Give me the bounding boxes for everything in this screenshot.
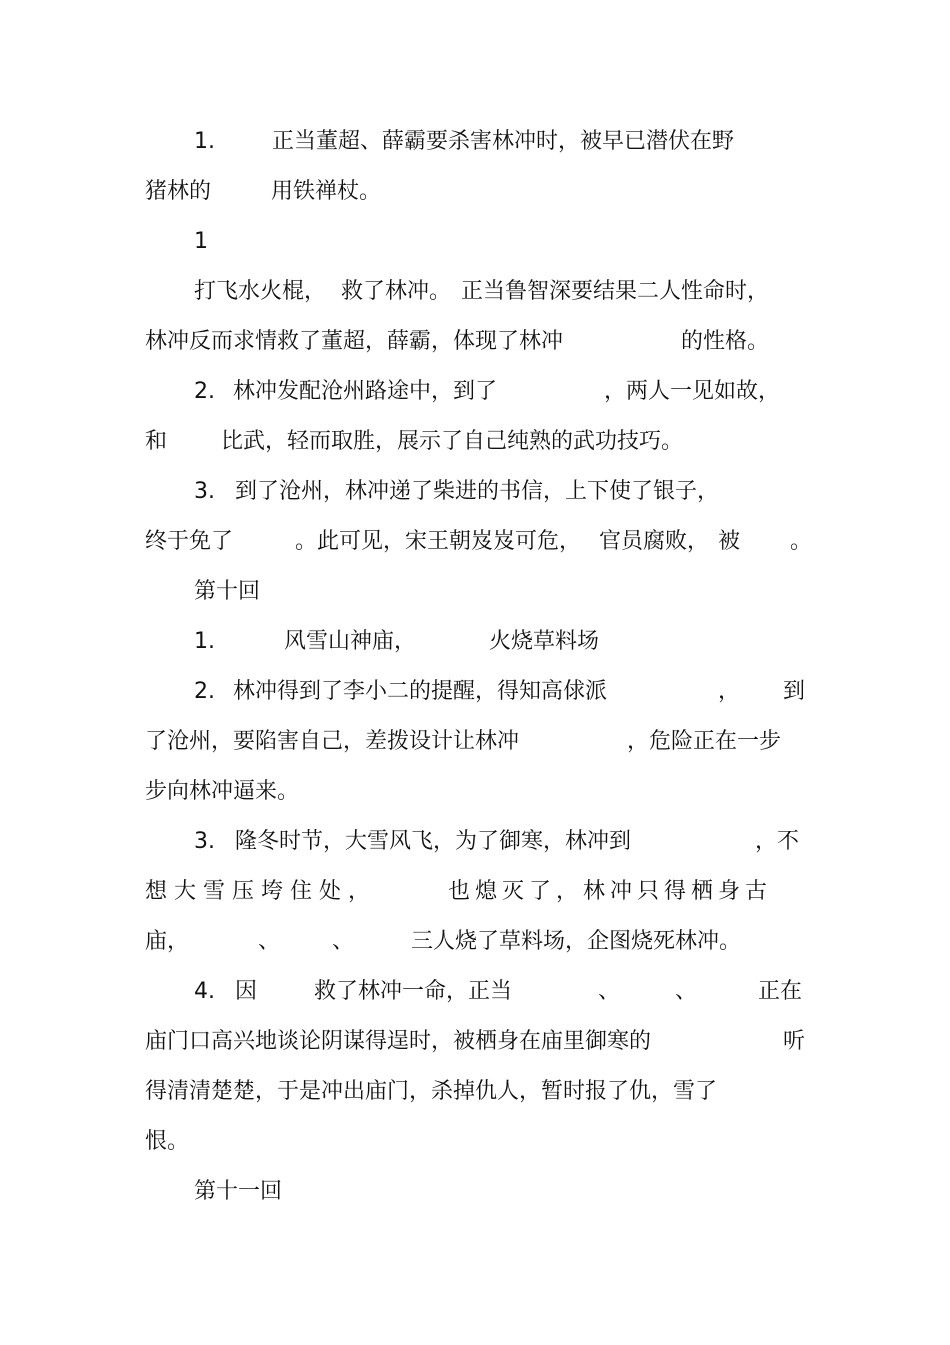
- text-segment: 因: [235, 979, 258, 1004]
- text-segment: 三人烧了草料场，企图烧死林冲。: [411, 929, 742, 954]
- text-segment: 猪林的: [145, 179, 212, 204]
- text-segment: 庙门口高兴地谈论阴谋得逞时，被栖身在庙里御寒的: [145, 1029, 652, 1054]
- text-segment: 到了沧州，林冲递了柴进的书信，上下使了银子，: [235, 479, 720, 504]
- text-segment: 听: [783, 1029, 806, 1054]
- text-segment: ，不: [755, 829, 800, 854]
- text-segment: 林冲反而求情救了董超，薛霸，体现了林冲: [145, 329, 564, 354]
- text-segment: 风雪山神庙，: [284, 629, 417, 654]
- text-segment: 救了林冲一命，正当: [314, 979, 513, 1004]
- chapter-heading: 第十一回: [194, 1179, 283, 1204]
- page-marker: 1: [194, 229, 208, 254]
- text-segment: 、: [598, 979, 621, 1004]
- text-segment: ，危险正在一步: [627, 729, 782, 754]
- text-segment: 、: [332, 929, 355, 954]
- text-segment: 和: [145, 429, 168, 454]
- text-segment: 隆冬时节，大雪风飞，为了御寒，林冲到: [235, 829, 632, 854]
- text-segment: 火烧草料场: [489, 629, 600, 654]
- text-segment: 终于免了: [145, 529, 234, 554]
- text-segment: 想大雪压垮住处，: [145, 879, 378, 904]
- item-number: 3.: [194, 829, 215, 854]
- item-number: 3.: [194, 479, 215, 504]
- text-segment: 得清清楚楚，于是冲出庙门，杀掉仇人，暂时报了仇，雪了: [145, 1079, 718, 1104]
- text-segment: 的性格。: [681, 329, 770, 354]
- text-segment: ，两人一见如故，: [604, 379, 781, 404]
- text-segment: 正当董超、薛霸要杀害林冲时，被早已潜伏在野: [272, 129, 735, 154]
- text-segment: 。此可见，宋王朝岌岌可危，: [295, 529, 582, 554]
- text-segment: 。: [790, 529, 813, 554]
- text-segment: 林冲发配沧州路途中，到了: [233, 379, 498, 404]
- text-segment: 恨。: [145, 1129, 190, 1154]
- text-segment: ，: [718, 679, 741, 704]
- text-segment: 步向林冲逼来。: [145, 779, 300, 804]
- text-segment: 林冲得到了李小二的提醒，得知高俅派: [233, 679, 608, 704]
- text-segment: 、: [675, 979, 698, 1004]
- item-number: 2.: [194, 679, 215, 704]
- text-segment: 庙，: [145, 929, 190, 954]
- chapter-heading: 第十回: [194, 579, 261, 604]
- text-segment: 用铁禅杖。: [271, 179, 382, 204]
- item-number: 4.: [194, 979, 215, 1004]
- text-segment: 到: [783, 679, 806, 704]
- text-segment: 正在: [758, 979, 803, 1004]
- text-segment: 、: [258, 929, 281, 954]
- text-segment: 官员腐败，: [599, 529, 710, 554]
- text-segment: 也熄灭了，林冲只得栖身古: [448, 879, 773, 904]
- text-segment: 正当鲁智深要结果二人性命时，: [461, 279, 770, 304]
- text-segment: 救了林冲。: [341, 279, 452, 304]
- text-segment: 了沧州，要陷害自己，差拨设计让林冲: [145, 729, 520, 754]
- text-segment: 被: [718, 529, 741, 554]
- text-segment: 比武，轻而取胜，展示了自己纯熟的武功技巧。: [221, 429, 684, 454]
- item-number: 1.: [194, 129, 215, 154]
- item-number: 2.: [194, 379, 215, 404]
- item-number: 1.: [194, 629, 215, 654]
- text-segment: 打飞水火棍，: [194, 279, 327, 304]
